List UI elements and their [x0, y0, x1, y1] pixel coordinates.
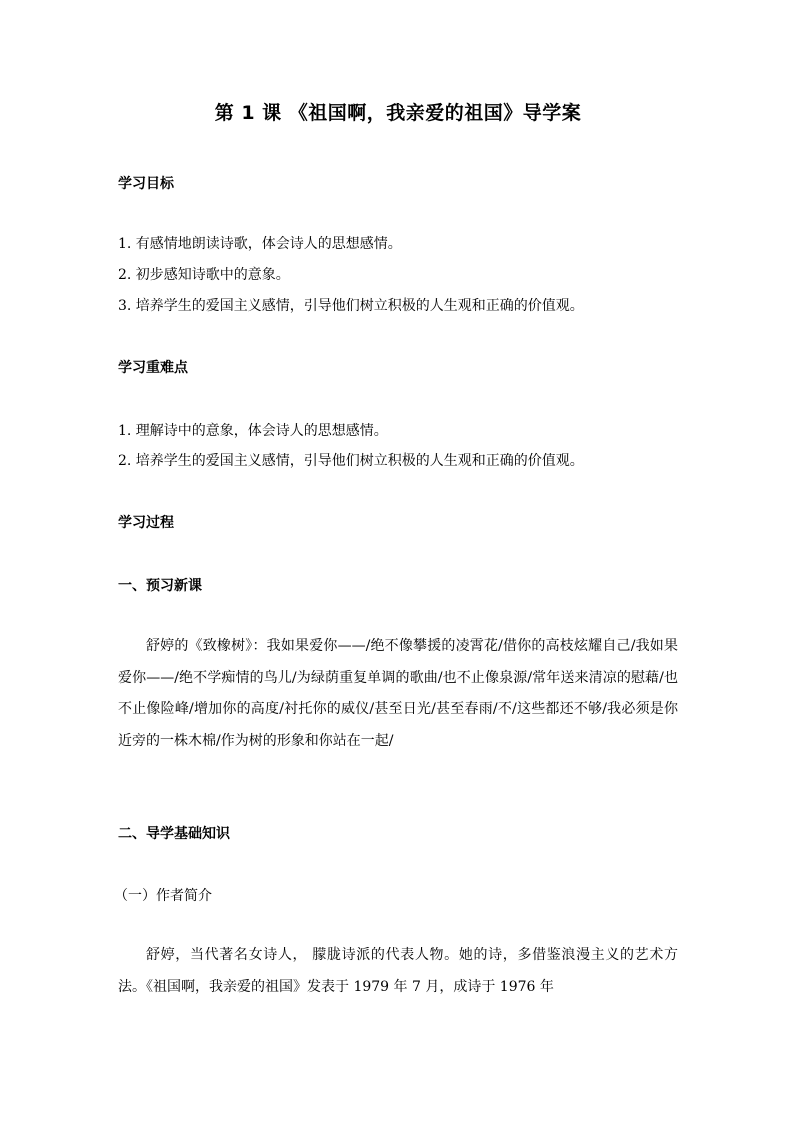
section-heading-basics: 二、导学基础知识: [118, 826, 230, 842]
goal-item-3: 3. 培养学生的爱国主义感情，引导他们树立积极的人生观和正确的价值观。: [118, 298, 584, 314]
goal-item-2: 2. 初步感知诗歌中的意象。: [118, 267, 290, 283]
section-heading-goals: 学习目标: [118, 176, 174, 192]
author-intro-paragraph: 舒婷，当代著名女诗人， 朦胧诗派的代表人物。她的诗，多借鉴浪漫主义的艺术方法。《祖国啊，我亲爱的祖国》发表于 1979 年 7 月，成诗于 1976 年: [118, 947, 678, 995]
document-title: 第 1 课 《祖国啊，我亲爱的祖国》导学案: [214, 102, 582, 124]
goal-item-1: 1. 有感情地朗读诗歌，体会诗人的思想感情。: [118, 236, 402, 252]
section-heading-preview: 一、预习新课: [118, 578, 202, 594]
preview-paragraph: 舒婷的《致橡树》：我如果爱你——/绝不像攀援的凌霄花/借你的高枝炫耀自己/我如果爱你——/绝不学痴情的鸟儿/为绿荫重复单调的歌曲/也不止像泉源/常年送来清凉的慰藉/也不止像险峰/增加你的高度/衬托你的威仪/甚至日光/甚至春雨/不/这些都还不够/我必须是你近旁的一株木棉/作为树的形象和你站在一起/: [118, 638, 678, 749]
key-point-item-2: 2. 培养学生的爱国主义感情，引导他们树立积极的人生观和正确的价值观。: [118, 453, 584, 469]
subheading-author-intro: （一）作者简介: [114, 888, 212, 904]
section-heading-process: 学习过程: [118, 515, 174, 531]
section-heading-key-points: 学习重难点: [118, 360, 188, 376]
key-point-item-1: 1. 理解诗中的意象，体会诗人的思想感情。: [118, 423, 388, 439]
